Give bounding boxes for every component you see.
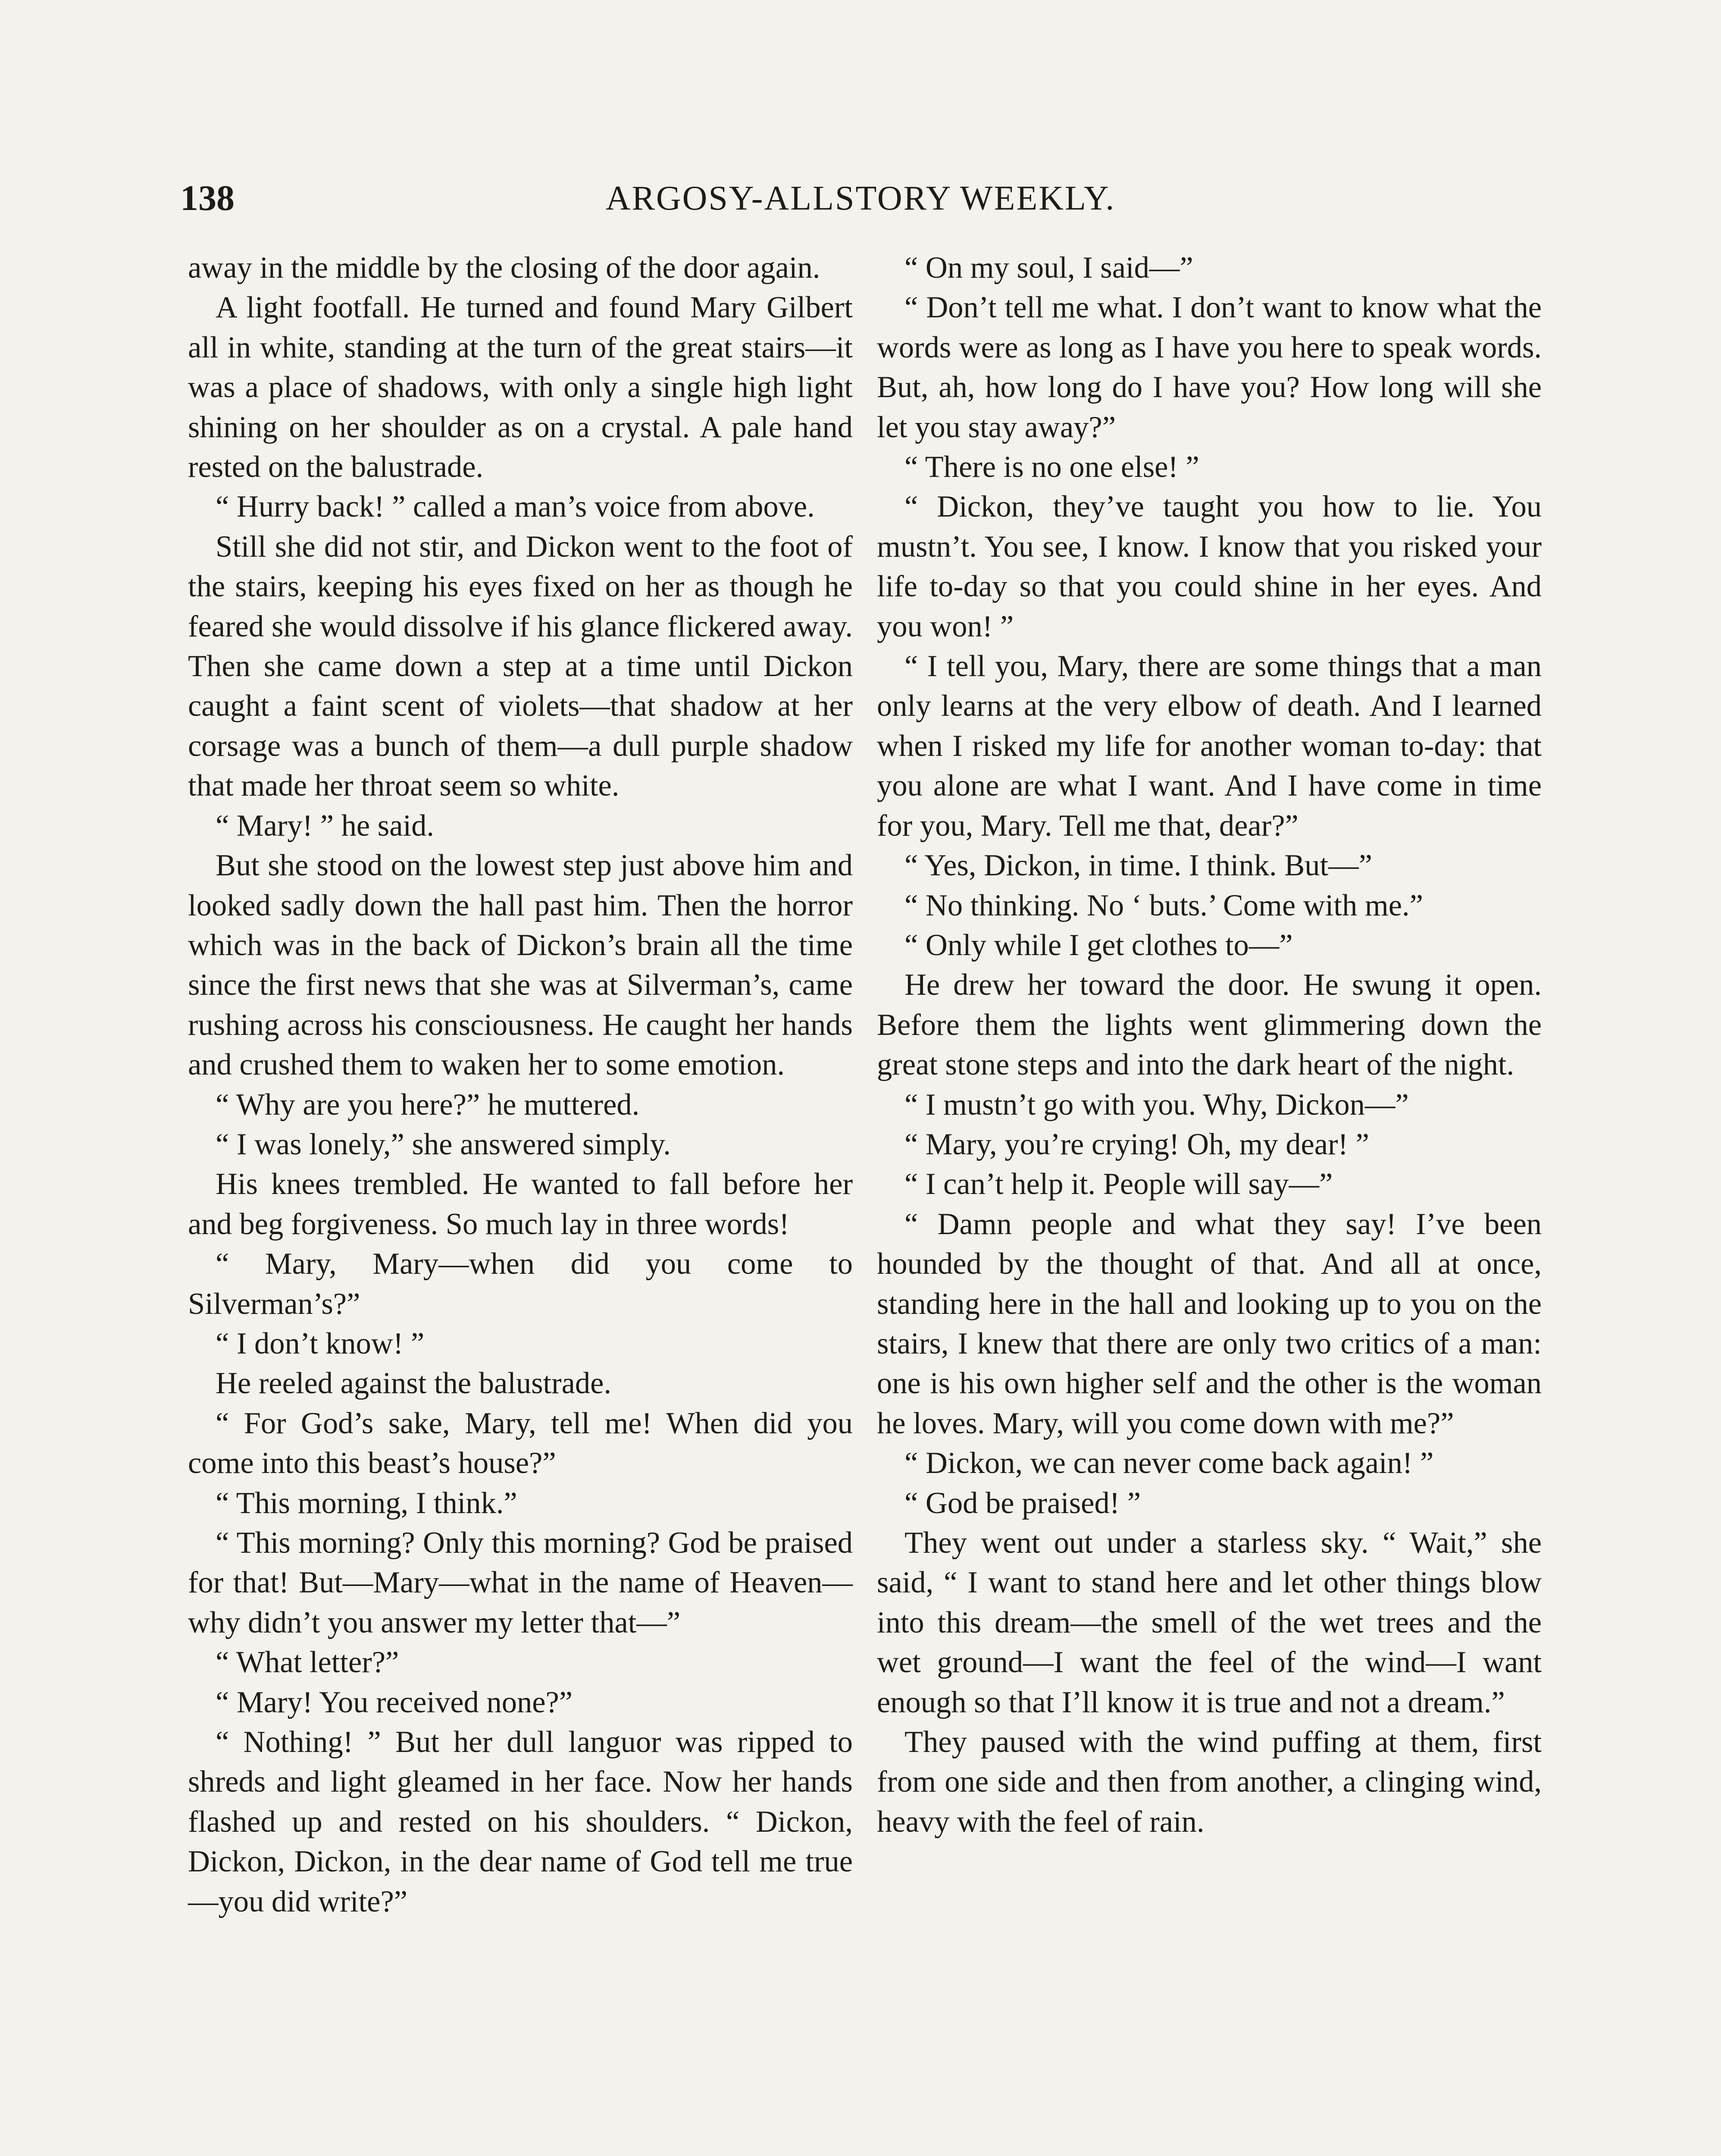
paragraph: “ Don’t tell me what. I don’t want to know what the words were as long as I have you here to speak words. But, ah, how long do I have you? How long will she let you stay away?” bbox=[877, 291, 1542, 444]
paragraph: “ I mustn’t go with you. Why, Dickon—” bbox=[904, 1087, 1409, 1122]
paragraph: “ Dickon, they’ve taught you how to lie. You mustn’t. You see, I know. I know that you risked your life to-day so that you could shine in her eyes. And you won! ” bbox=[877, 490, 1542, 643]
paragraph: “ Mary, Mary—when did you come to Silverman’s?” bbox=[188, 1247, 853, 1321]
paragraph: “ There is no one else! ” bbox=[904, 450, 1199, 484]
paragraph: “ What letter?” bbox=[216, 1645, 399, 1680]
paragraph: “ This morning? Only this morning? God be praised for that! But—Mary—what in the name of Heaven—why didn’t you answer my letter that—” bbox=[188, 1526, 853, 1639]
right-column bbox=[877, 248, 1542, 1842]
paragraph: “ I tell you, Mary, there are some things that a man only learns at the very elbow of death. And I learned when I risked my life for another woman to-day: that you alone are what I want. And I have come in time for you, Mary. Tell me that, dear?” bbox=[877, 649, 1542, 843]
paragraph: “ Mary! ” he said. bbox=[216, 808, 434, 843]
paragraph: He reeled against the balustrade. bbox=[216, 1366, 612, 1401]
paragraph: “ On my soul, I said—” bbox=[904, 251, 1193, 285]
paragraph: “ Yes, Dickon, in time. I think. But—” bbox=[904, 849, 1372, 883]
paragraph: “ Only while I get clothes to—” bbox=[904, 928, 1293, 962]
paragraph: They went out under a starless sky. “ Wait,” she said, “ I want to stand here and let other things blow into this dream—the smell of the wet trees and the wet ground—I want the feel of the wind—I want enough so that I’ll know it is true and not a dream.” bbox=[877, 1526, 1542, 1719]
paragraph: Still she did not stir, and Dickon went to the foot of the stairs, keeping his eyes fixed on her as though he feared she would dissolve if his glance flickered away. Then she came down a step at a time until Dickon caught a faint scent of violets—that shadow at her corsage was a bunch of them—a dull purple shadow that made her throat seem so white. bbox=[188, 530, 853, 803]
paragraph: A light footfall. He turned and found Mary Gilbert all in white, standing at the turn of the great stairs—it was a place of shadows, with only a single high light shining on her shoulder as on a crystal. A pale hand rested on the balustrade. bbox=[188, 291, 853, 484]
paragraph: But she stood on the lowest step just above him and looked sadly down the hall past him. Then the horror which was in the back of Dickon’s brain all the time since the first news that she was at Silverman’s, came rushing across his consciousness. He caught her hands and crushed them to waken her to some emotion. bbox=[188, 849, 853, 1082]
paragraph: “ No thinking. No ‘ buts.’ Come with me.” bbox=[904, 888, 1423, 922]
paragraph: “ Hurry back! ” called a man’s voice from above. bbox=[216, 490, 815, 524]
paragraph: “ For God’s sake, Mary, tell me! When did you come into this beast’s house?” bbox=[188, 1406, 853, 1480]
paragraph: “ I don’t know! ” bbox=[216, 1326, 425, 1360]
paragraph: away in the middle by the closing of the door again. bbox=[188, 251, 820, 285]
paragraph: “ God be praised! ” bbox=[904, 1486, 1141, 1520]
paragraph: “ I was lonely,” she answered simply. bbox=[216, 1127, 671, 1161]
paragraph: “ I can’t help it. People will say—” bbox=[904, 1167, 1333, 1201]
paragraph: His knees trembled. He wanted to fall before her and beg forgiveness. So much lay in three words! bbox=[188, 1167, 853, 1241]
paragraph: “ Dickon, we can never come back again! ” bbox=[904, 1446, 1434, 1480]
paragraph: They paused with the wind puffing at them, first from one side and then from another, a clinging wind, heavy with the feel of rain. bbox=[877, 1725, 1542, 1839]
running-title: ARGOSY-ALLSTORY WEEKLY. bbox=[605, 179, 1116, 217]
paragraph: “ This morning, I think.” bbox=[216, 1486, 517, 1520]
paragraph: “ Why are you here?” he muttered. bbox=[216, 1087, 640, 1122]
page-number: 138 bbox=[180, 178, 235, 218]
paragraph: “ Nothing! ” But her dull languor was ripped to shreds and light gleamed in her face. Now her hands flashed up and rested on his shoulders. “ Dickon, Dickon, Dickon, in the dear name of God tell me true—you did write?” bbox=[188, 1725, 853, 1918]
paragraph: He drew her toward the door. He swung it open. Before them the lights went glimmering down the great stone steps and into the dark heart of the night. bbox=[877, 968, 1542, 1082]
left-column bbox=[188, 248, 853, 1921]
paragraph: “ Mary! You received none?” bbox=[216, 1685, 573, 1719]
paragraph: “ Damn people and what they say! I’ve been hounded by the thought of that. And all at once, standing here in the hall and looking up to you on the stairs, I knew that there are only two critics of a man: one is his own higher self and the other is the woman he loves. Mary, will you come down with me?” bbox=[877, 1207, 1542, 1440]
paragraph: “ Mary, you’re crying! Oh, my dear! ” bbox=[904, 1127, 1369, 1161]
